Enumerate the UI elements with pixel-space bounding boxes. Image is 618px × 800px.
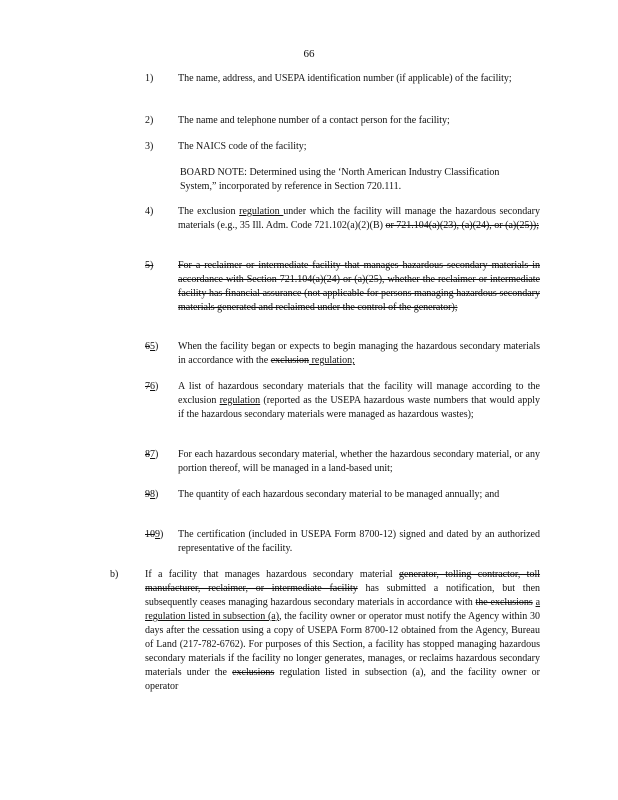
item-number: 3)	[145, 141, 154, 152]
text-run: regulation listed in subsection (a), and the facility owner or operator	[145, 667, 540, 692]
item-text	[178, 259, 540, 315]
inserted-text: regulation	[239, 206, 284, 217]
item-text	[178, 488, 540, 502]
text-run: )	[155, 449, 159, 460]
inserted-text: 8	[150, 489, 155, 500]
board-note: BOARD NOTE: Determined using the ‘North American Industry Classification System,” incorporated by reference in Section 720.111.	[180, 167, 500, 192]
text-run: )	[155, 341, 159, 352]
item-text	[178, 380, 540, 422]
item-text	[178, 140, 540, 154]
text-run: A list of hazardous secondary materials that the facility will manage according to the exclusion	[178, 381, 540, 406]
item-number	[145, 448, 158, 462]
struck-text: or 721.104(a)(23), (a)(24), or (a)(25));	[385, 220, 539, 231]
text-run: )	[155, 489, 159, 500]
struck-text: 10	[145, 529, 155, 540]
struck-text: generator, tolling contractor, toll manufacturer, reclaimer, or intermediate facility	[145, 569, 541, 594]
struck-text: 9	[145, 489, 150, 500]
text-run: has submitted a notification, but then subsequently ceases managing hazardous secondary materials in accordance with	[145, 583, 541, 608]
item-number: 4)	[145, 206, 154, 217]
item-text	[178, 528, 540, 556]
item-number: 5)	[145, 260, 154, 271]
item-number: 2)	[145, 115, 154, 126]
text-run: When the facility began or expects to begin managing the hazardous secondary materials in accordance with the	[178, 341, 540, 366]
item-number	[145, 488, 158, 502]
page-number: 66	[303, 48, 315, 60]
struck-text: 8	[145, 449, 150, 460]
text-run: )	[160, 529, 164, 540]
item-text	[178, 205, 540, 233]
inserted-text: 5	[150, 341, 155, 352]
inserted-text: 6	[150, 381, 155, 392]
text-run: The quantity of each hazardous secondary material to be managed annually; and	[178, 489, 500, 500]
item-text	[178, 448, 540, 476]
text-run: The exclusion	[178, 206, 240, 217]
inserted-text: regulation	[219, 395, 261, 406]
inserted-text: regulation;	[309, 355, 355, 366]
text-run: , the facility owner or operator must notify the Agency within 30 days after the cessation using a copy of USEPA Form 8700-12 obtained from the Agency, Bureau of Land (217-782-6762). For purposes of this Section, a facility has stopped managing hazardous secondary materials if the facility no longer generates, manages, or reclaims hazardous secondary materials under the	[145, 611, 541, 678]
item-number: 1)	[145, 73, 154, 84]
item-text	[178, 114, 540, 128]
item-number	[145, 528, 163, 542]
struck-text: exclusions	[232, 667, 275, 678]
text-run: The NAICS code of the facility;	[178, 141, 307, 152]
struck-text: 6	[145, 341, 150, 352]
item-text	[178, 340, 540, 368]
inserted-text: 9	[155, 529, 160, 540]
struck-text: the exclusions	[475, 597, 533, 608]
text-run: For each hazardous secondary material, whether the hazardous secondary material, or any portion thereof, will be managed in a land-based unit;	[178, 449, 540, 474]
struck-text: For a reclaimer or intermediate facility that manages hazardous secondary materials in accordance with Section 721.104(a)(24) or (a)(25), whether the reclaimer or intermediate facility has financial assurance (not applicable for persons managing hazardous secondary materials generated and reclaimed under the control of the generator);	[178, 260, 540, 313]
text-run: The name and telephone number of a contact person for the facility;	[178, 115, 450, 126]
paragraph-number: b)	[110, 569, 119, 580]
text-run: )	[155, 381, 159, 392]
text-run: The certification (included in USEPA Form 8700-12) signed and dated by an authorized representative of the facility.	[178, 529, 540, 554]
paragraph-text	[145, 568, 540, 694]
struck-text: exclusion	[270, 355, 310, 366]
text-run: The name, address, and USEPA identification number (if applicable) of the facility;	[178, 73, 512, 84]
struck-text: 7	[145, 381, 150, 392]
item-number	[145, 340, 158, 354]
inserted-text: 7	[150, 449, 155, 460]
item-number	[145, 380, 158, 394]
text-run: under which the facility will manage the hazardous secondary materials (e.g., 35 Ill. Adm. Code 721.102(a)(2)(B)	[178, 206, 540, 231]
item-text	[178, 72, 540, 86]
inserted-text: a regulation listed in subsection (a)	[145, 597, 541, 622]
text-run: If a facility that manages hazardous secondary material	[145, 569, 400, 580]
text-run: (reported as the USEPA hazardous waste numbers that would apply if the hazardous secondary materials were managed as hazardous wastes);	[178, 395, 540, 420]
